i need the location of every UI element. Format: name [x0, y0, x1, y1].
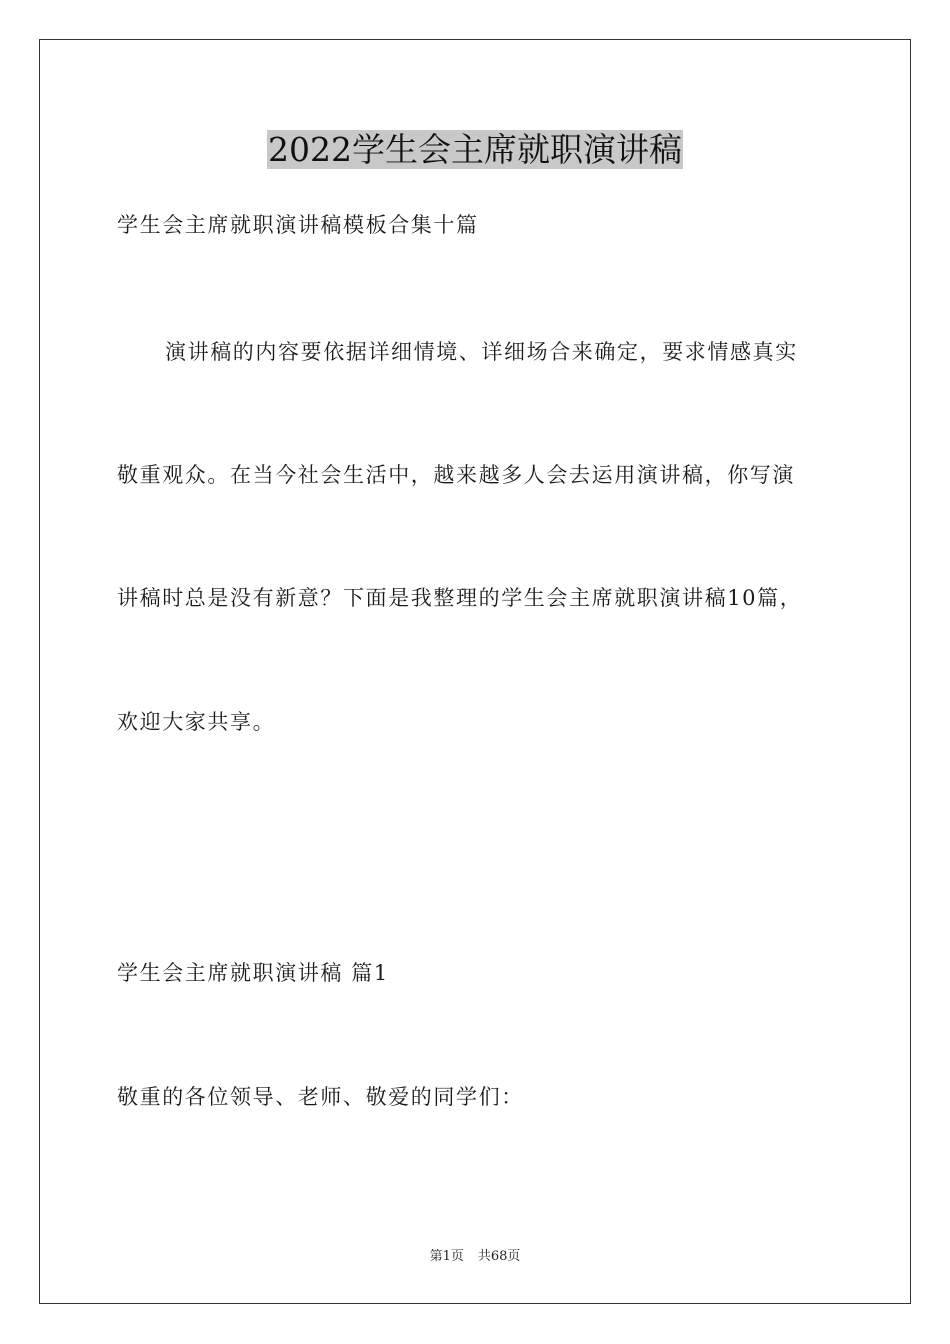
- document-title-text: 2022学生会主席就职演讲稿: [268, 130, 682, 169]
- intro-line: 演讲稿的内容要依据详细情境、详细场合来确定，要求情感真实: [165, 340, 798, 364]
- document-title: [0, 128, 950, 172]
- document-subtitle: 学生会主席就职演讲稿模板合集十篇: [117, 213, 479, 237]
- salutation: 敬重的各位领导、老师、敬爱的同学们：: [117, 1085, 524, 1109]
- page-number: 第1页: [429, 1249, 464, 1264]
- total-pages: 共68页: [477, 1249, 521, 1264]
- page-footer: [0, 1248, 950, 1266]
- intro-line: 敬重观众。在当今社会生活中，越来越多人会去运用演讲稿，你写演: [117, 463, 795, 487]
- intro-line: 欢迎大家共享。: [117, 710, 276, 734]
- section-heading: 学生会主席就职演讲稿 篇1: [117, 961, 389, 985]
- intro-line: 讲稿时总是没有新意？下面是我整理的学生会主席就职演讲稿10篇，: [117, 586, 803, 610]
